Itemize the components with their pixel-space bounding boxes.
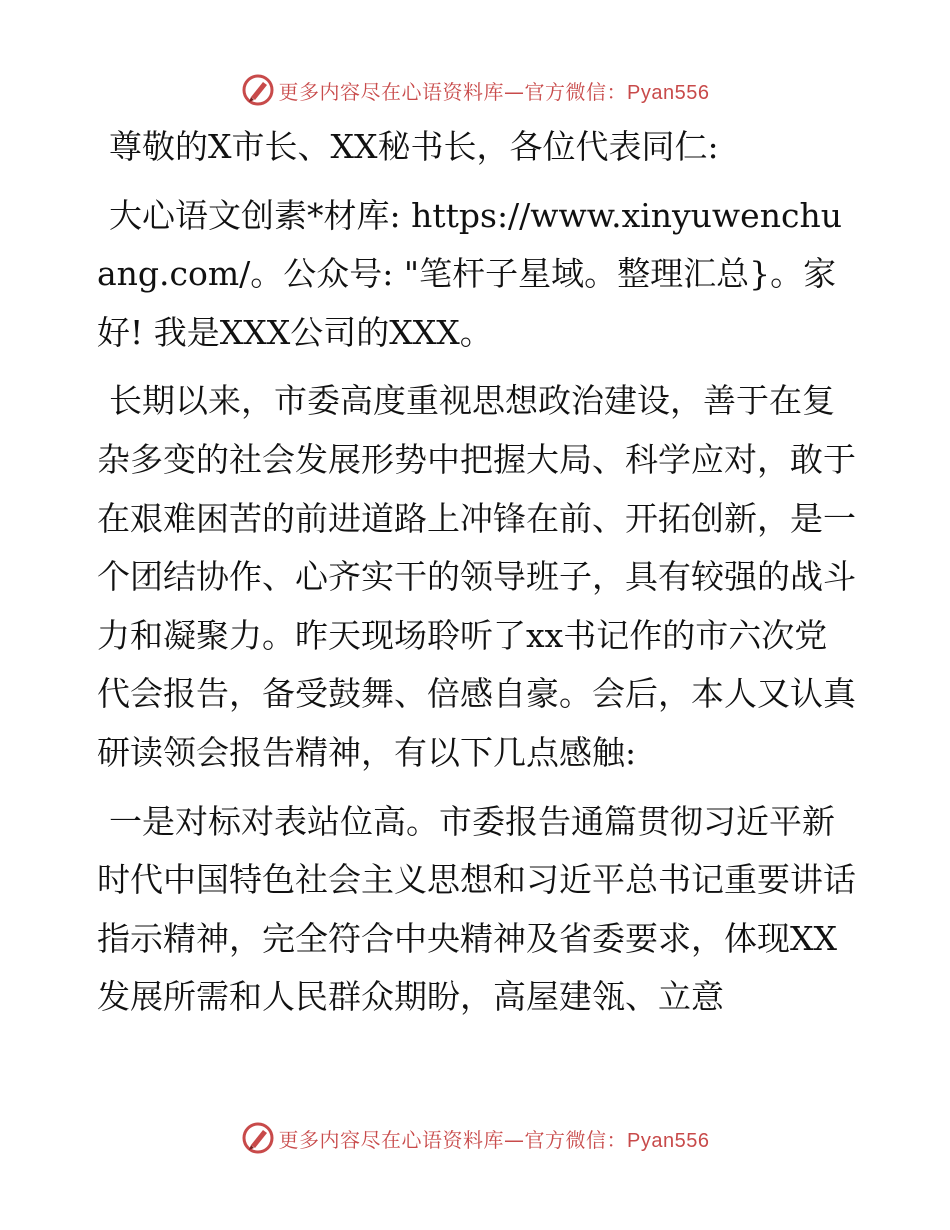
document-body [97,118,857,1037]
paragraph-point-one: 一是对标对表站位高。市委报告通篇贯彻习近平新时代中国特色社会主义思想和习近平总书记重要讲话指示精神，完全符合中央精神及省委要求，体现XX发展所需和人民群众期盼，高屋建瓴、立意 [97,801,856,1017]
banner-text [279,1124,710,1153]
banner-wechat-id: Pyan556 [627,1129,710,1152]
banner-wechat-label: 官方微信： [524,1127,628,1152]
header-banner [0,68,950,112]
pen-circle-logo-icon [241,1121,275,1155]
paragraph-salutation: 尊敬的X市长、XX秘书长，各位代表同仁: [109,127,719,166]
banner-separator: — [504,79,525,104]
pen-circle-logo-icon [241,73,275,107]
banner-text [279,76,710,105]
banner-site-text: 更多内容尽在心语资料库 [278,79,505,104]
banner-wechat-label: 官方微信： [524,79,628,104]
paragraph-intro: 大心语文创素*材库: https://www.xinyuwenchuang.com/。公众号: "笔杆子星域。整理汇总}。家好! 我是XXX公司的XXX。 [97,195,842,352]
footer-banner [0,1116,950,1160]
banner-wechat-id: Pyan556 [627,81,710,104]
paragraph-main: 长期以来，市委高度重视思想政治建设，善于在复杂多变的社会发展形势中把握大局、科学应对，敢于在艰难困苦的前进道路上冲锋在前、开拓创新，是一个团结协作、心齐实干的领导班子，具有较强的战斗力和凝聚力。昨天现场聆听了xx书记作的市六次党代会报告，备受鼓舞、倍感自豪。会后，本人又认真研读领会报告精神，有以下几点感触: [97,381,856,772]
banner-site-text: 更多内容尽在心语资料库 [278,1127,505,1152]
banner-separator: — [504,1127,525,1152]
